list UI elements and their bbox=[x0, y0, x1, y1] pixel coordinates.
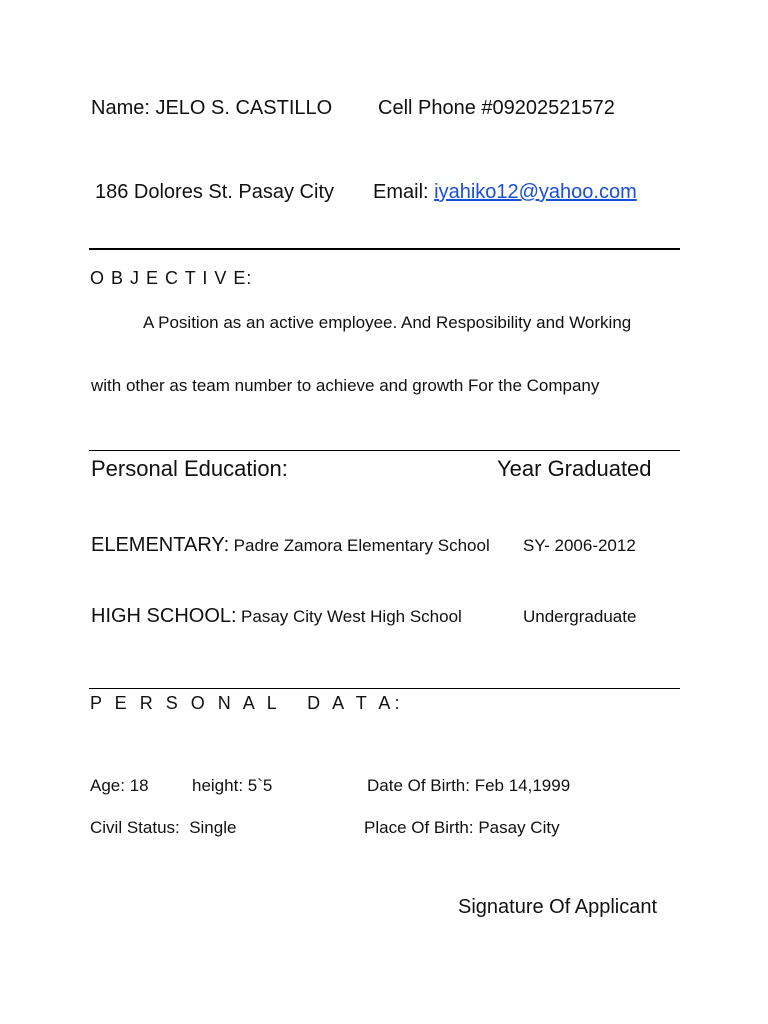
education-heading: Personal Education: bbox=[91, 456, 288, 481]
age: Age: 18 bbox=[90, 776, 149, 795]
email-link[interactable]: iyahiko12@yahoo.com bbox=[434, 181, 637, 203]
year-graduated-heading: Year Graduated bbox=[497, 456, 652, 481]
signature-label: Signature Of Applicant bbox=[458, 896, 658, 918]
personal-data-heading: P E R S O N A L D A T A: bbox=[90, 693, 404, 713]
cell-phone: Cell Phone #09202521572 bbox=[378, 97, 615, 119]
applicant-name: Name: JELO S. CASTILLO bbox=[91, 97, 333, 119]
divider-personal bbox=[89, 688, 680, 689]
divider-top bbox=[89, 248, 680, 250]
education-school: Padre Zamora Elementary School bbox=[233, 536, 490, 555]
education-row-highschool bbox=[91, 605, 462, 627]
place-of-birth: Place Of Birth: Pasay City bbox=[364, 818, 560, 837]
height: height: 5`5 bbox=[192, 776, 273, 795]
education-school: Pasay City West High School bbox=[241, 607, 462, 626]
objective-line-1: A Position as an active employee. And Resposibility and Working bbox=[143, 313, 632, 332]
civil-status: Civil Status: Single bbox=[90, 818, 237, 837]
education-row-elementary bbox=[91, 534, 490, 556]
education-level: ELEMENTARY: bbox=[91, 534, 230, 556]
divider-education bbox=[89, 450, 680, 451]
date-of-birth: Date Of Birth: Feb 14,1999 bbox=[367, 776, 571, 795]
address: 186 Dolores St. Pasay City bbox=[95, 181, 334, 203]
email-line bbox=[373, 181, 637, 203]
education-year: Undergraduate bbox=[523, 607, 637, 626]
education-level: HIGH SCHOOL: bbox=[91, 605, 237, 627]
education-year: SY- 2006-2012 bbox=[523, 536, 636, 555]
objective-heading: O B J E C T I V E: bbox=[90, 268, 253, 288]
email-label: Email: bbox=[373, 181, 435, 203]
objective-line-2: with other as team number to achieve and growth For the Company bbox=[91, 376, 600, 395]
